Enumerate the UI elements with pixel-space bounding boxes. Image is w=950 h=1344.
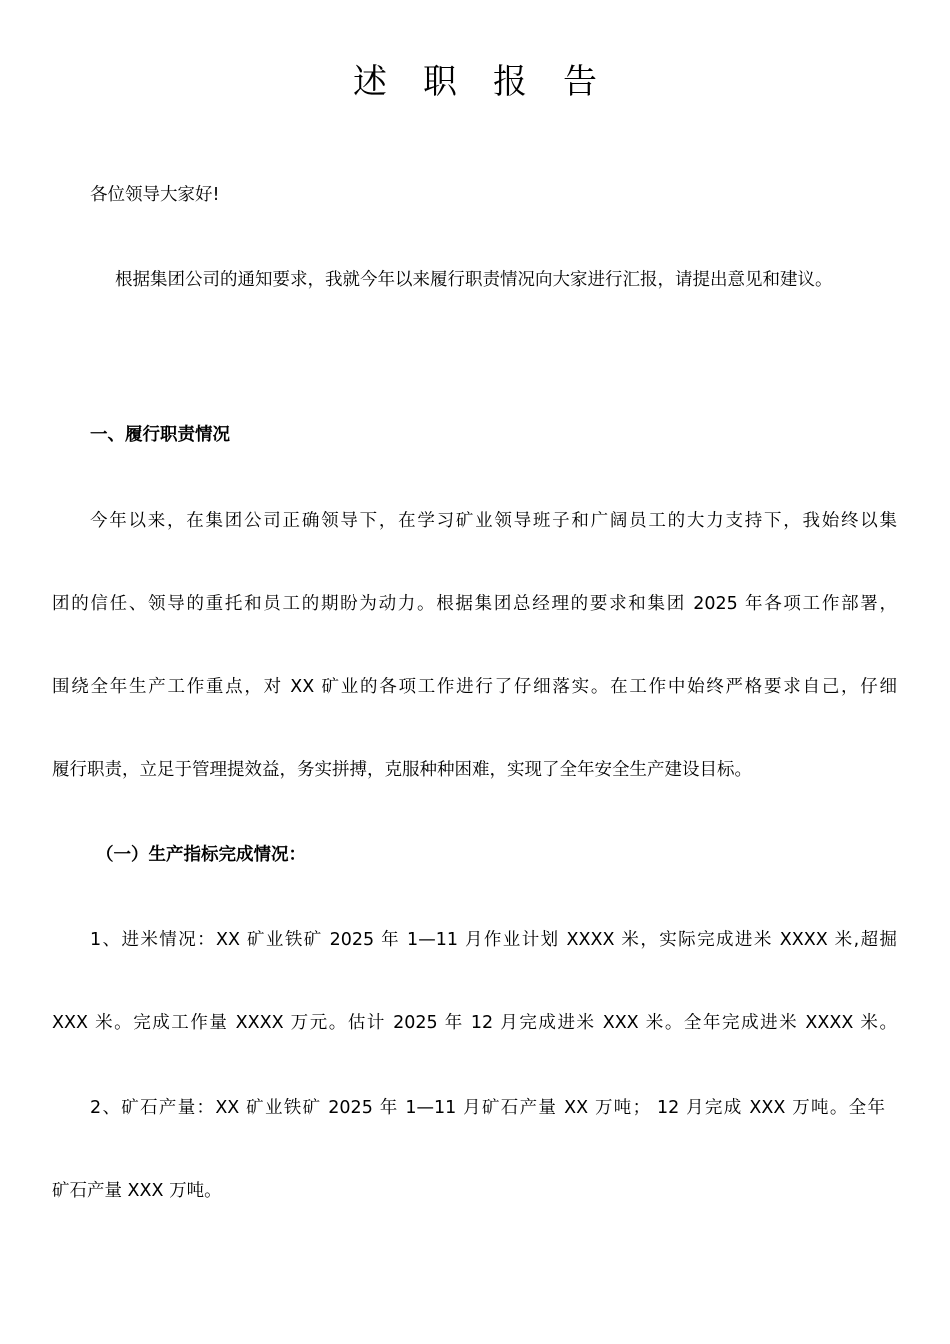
section-paragraph-line: 团的信任、领导的重托和员工的期盼为动力。根据集团总经理的要求和集团 2025 年各项工作部署， bbox=[52, 594, 897, 614]
document-title: 述职报告 bbox=[353, 62, 633, 102]
intro-paragraph: 根据集团公司的通知要求，我就今年以来履行职责情况向大家进行汇报，请提出意见和建议。 bbox=[115, 270, 833, 290]
list-item-line: 矿石产量 XXX 万吨。 bbox=[52, 1181, 222, 1201]
list-item-line: XXX 米。完成工作量 XXXX 万元。估计 2025 年 12 月完成进米 XXX 米。全年完成进米 XXXX 米。 bbox=[52, 1013, 897, 1033]
list-item-line: 1、进米情况：XX 矿业铁矿 2025 年 1—11 月作业计划 XXXX 米，实际完成进米 XXXX 米,超掘 bbox=[90, 930, 897, 950]
section-paragraph-line: 围绕全年生产工作重点，对 XX 矿业的各项工作进行了仔细落实。在工作中始终严格要求自己，仔细 bbox=[52, 677, 897, 697]
section-heading: 一、履行职责情况 bbox=[90, 425, 230, 445]
subsection-heading: （一）生产指标完成情况： bbox=[96, 845, 306, 865]
section-paragraph-line: 今年以来，在集团公司正确领导下，在学习矿业领导班子和广阔员工的大力支持下，我始终以集 bbox=[90, 511, 897, 531]
list-item-line: 2、矿石产量：XX 矿业铁矿 2025 年 1—11 月矿石产量 XX 万吨； 12 月完成 XXX 万吨。全年 bbox=[90, 1098, 885, 1118]
section-paragraph-line: 履行职责，立足于管理提效益，务实拼搏，克服种种困难，实现了全年安全生产建设目标。 bbox=[52, 760, 752, 780]
greeting: 各位领导大家好! bbox=[90, 185, 220, 205]
